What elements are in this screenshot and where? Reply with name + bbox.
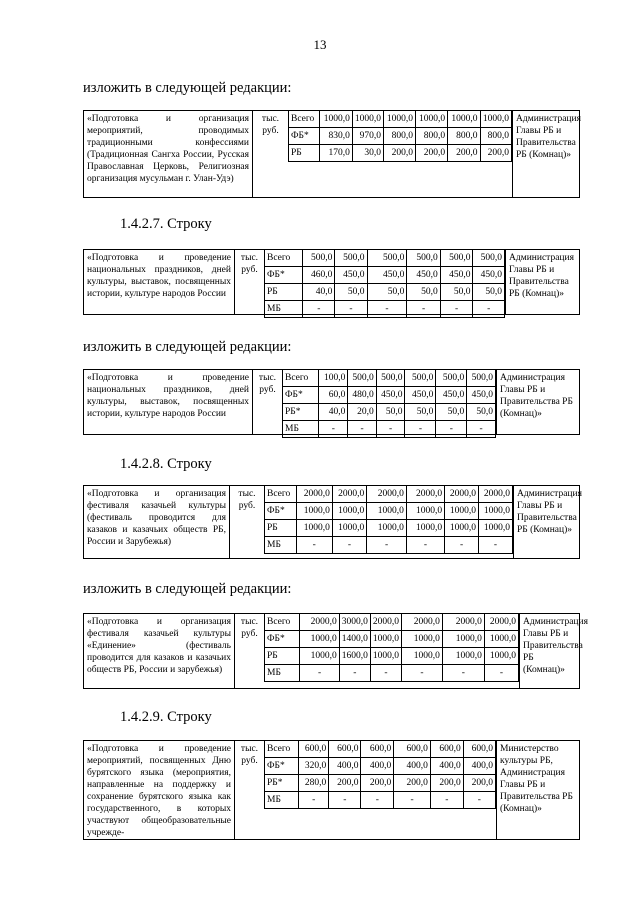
section-heading: 1.4.2.7. Строку	[120, 216, 212, 232]
funding-value: 1000,0	[448, 111, 480, 128]
funding-value: 480,0	[348, 387, 376, 404]
funding-value: 600,0	[361, 741, 394, 758]
measure-description: «Подготовка и организация фестиваля казачьей культуры «Единение» (фестиваль проводится для казаков и казачьих обществ РБ, России и зарубежья)	[87, 617, 231, 675]
funding-value: -	[407, 301, 440, 318]
funding-source: РБ*	[265, 775, 299, 792]
funding-value: -	[479, 537, 513, 554]
funding-source: РБ	[265, 648, 300, 665]
funding-value: -	[300, 665, 339, 682]
funding-value: 1400,0	[339, 631, 370, 648]
funding-value: 450,0	[467, 387, 496, 404]
funding-row	[265, 648, 519, 665]
funding-source: ФБ*	[265, 631, 300, 648]
funding-value: 1000,0	[445, 520, 479, 537]
funding-value: -	[376, 421, 405, 438]
funding-value: -	[367, 301, 407, 318]
funding-value: 320,0	[299, 758, 329, 775]
funding-value: 200,0	[361, 775, 394, 792]
funding-value: 400,0	[430, 758, 463, 775]
funding-value: 830,0	[319, 128, 352, 145]
funding-value: 800,0	[448, 128, 480, 145]
funding-value: 2000,0	[332, 486, 366, 503]
funding-value: 600,0	[299, 741, 329, 758]
funding-value: 30,0	[352, 145, 383, 162]
funding-value: -	[367, 537, 407, 554]
funding-value: 50,0	[440, 284, 473, 301]
measure-description: «Подготовка и проведение национальных праздников, дней культуры, выставок, посвященных истории, культуре народов России	[87, 253, 231, 299]
funding-value: 600,0	[430, 741, 463, 758]
funding-value: -	[442, 665, 484, 682]
funding-value: -	[484, 665, 518, 682]
funding-value: 50,0	[436, 404, 467, 421]
funding-value: -	[332, 537, 366, 554]
funding-row	[265, 486, 513, 503]
funding-source: РБ	[289, 145, 320, 162]
funding-row	[289, 128, 512, 145]
funding-value: 170,0	[319, 145, 352, 162]
funding-value: 400,0	[329, 758, 361, 775]
funding-value: 1000,0	[383, 111, 415, 128]
funding-value: 50,0	[405, 404, 436, 421]
funding-value: 800,0	[383, 128, 415, 145]
funding-value: 200,0	[394, 775, 431, 792]
funding-value: 1000,0	[479, 503, 513, 520]
funding-value: -	[467, 421, 496, 438]
funding-table	[264, 741, 496, 809]
funding-value: 1000,0	[442, 648, 484, 665]
funding-value: 3000,0	[339, 614, 370, 631]
funding-value: 1000,0	[370, 648, 401, 665]
funding-row	[265, 503, 513, 520]
funding-value: 280,0	[299, 775, 329, 792]
funding-value: 50,0	[335, 284, 367, 301]
funding-value: 450,0	[335, 267, 367, 284]
funding-value: 600,0	[329, 741, 361, 758]
funding-value: 1000,0	[367, 503, 407, 520]
page-number: 13	[313, 37, 327, 52]
funding-value: 400,0	[463, 758, 495, 775]
funding-row	[265, 284, 505, 301]
funding-value: 50,0	[467, 404, 496, 421]
measure-description: «Подготовка и организация фестиваля казачьей культуры (фестиваль проводится для казаков и казачьих обществ РБ, России и Зарубежья)	[87, 489, 226, 547]
funding-value: 450,0	[440, 267, 473, 284]
funding-value: -	[401, 665, 442, 682]
funding-value: 100,0	[319, 370, 348, 387]
funding-source: ФБ*	[265, 503, 297, 520]
funding-table	[288, 111, 512, 162]
funding-value: 600,0	[463, 741, 495, 758]
unit-cell: тыс. руб.	[229, 486, 264, 558]
funding-source: МБ	[265, 792, 299, 809]
funding-value: 50,0	[376, 404, 405, 421]
responsible-executor: Администрация Главы РБ и Правительства РБ (Комнац)»	[513, 486, 579, 558]
funding-source: МБ	[265, 665, 300, 682]
unit-cell: тыс. руб.	[234, 614, 264, 688]
section-heading: изложить в следующей редакции:	[83, 80, 292, 96]
funding-row	[289, 111, 512, 128]
funding-value: 970,0	[352, 128, 383, 145]
funding-value: 1000,0	[300, 648, 339, 665]
funding-value: -	[394, 792, 431, 809]
funding-value: 2000,0	[296, 486, 332, 503]
funding-row	[265, 758, 496, 775]
funding-source: Всего	[265, 741, 299, 758]
section-heading: 1.4.2.9. Строку	[120, 709, 212, 725]
funding-value: 2000,0	[479, 486, 513, 503]
funding-value: -	[473, 301, 505, 318]
funding-source: Всего	[289, 111, 320, 128]
funding-source: РБ	[265, 284, 303, 301]
funding-source: МБ	[265, 537, 297, 554]
funding-value: 1000,0	[319, 111, 352, 128]
funding-row	[289, 145, 512, 162]
funding-value: 1600,0	[339, 648, 370, 665]
funding-value: 50,0	[367, 284, 407, 301]
program-table-row	[83, 613, 588, 689]
funding-value: 400,0	[361, 758, 394, 775]
funding-value: 1000,0	[332, 503, 366, 520]
funding-value: 200,0	[430, 775, 463, 792]
unit-cell: тыс. руб.	[252, 370, 282, 434]
funding-value: 450,0	[473, 267, 505, 284]
funding-value: 40,0	[303, 284, 335, 301]
funding-value: 1000,0	[296, 503, 332, 520]
funding-value: 800,0	[415, 128, 447, 145]
funding-value: -	[296, 537, 332, 554]
funding-value: 500,0	[303, 250, 335, 267]
funding-value: -	[339, 665, 370, 682]
funding-row	[265, 741, 496, 758]
funding-source: Всего	[265, 250, 303, 267]
funding-value: 40,0	[319, 404, 348, 421]
funding-value: 1000,0	[484, 631, 518, 648]
unit-cell: тыс. руб.	[252, 111, 288, 197]
funding-value: 2000,0	[442, 614, 484, 631]
funding-value: -	[405, 421, 436, 438]
funding-source: РБ*	[283, 404, 319, 421]
funding-value: 1000,0	[442, 631, 484, 648]
funding-value: 200,0	[383, 145, 415, 162]
funding-row	[265, 301, 505, 318]
funding-value: 1000,0	[352, 111, 383, 128]
program-table-row	[83, 110, 580, 198]
funding-source: Всего	[265, 486, 297, 503]
responsible-executor: Администрация Главы РБ и Правительства РБ (Комнац)»	[496, 370, 579, 434]
funding-value: 1000,0	[300, 631, 339, 648]
funding-table	[264, 250, 505, 318]
funding-value: 500,0	[473, 250, 505, 267]
funding-value: 460,0	[303, 267, 335, 284]
responsible-executor: Администрация Главы РБ и Правительства РБ (Комнац)»	[512, 111, 579, 197]
funding-source: Всего	[283, 370, 319, 387]
funding-source: ФБ*	[265, 267, 303, 284]
funding-value: -	[303, 301, 335, 318]
funding-value: 1000,0	[296, 520, 332, 537]
measure-description: «Подготовка и проведение национальных праздников, дней культуры, выставок, посвященных истории, культуре народов России	[87, 373, 249, 419]
funding-value: 500,0	[467, 370, 496, 387]
responsible-executor: Администрация Главы РБ и Правительства РБ (Комнац)»	[505, 250, 579, 314]
funding-table	[264, 614, 519, 682]
funding-source: МБ	[265, 301, 303, 318]
funding-value: 500,0	[440, 250, 473, 267]
funding-row	[265, 520, 513, 537]
funding-value: 500,0	[407, 250, 440, 267]
program-table-row	[83, 369, 580, 435]
funding-row	[265, 631, 519, 648]
funding-value: 1000,0	[332, 520, 366, 537]
section-heading: изложить в следующей редакции:	[83, 339, 292, 355]
funding-value: 2000,0	[406, 486, 444, 503]
responsible-executor: Министерство культуры РБ, Администрация Главы РБ и Правительства РБ (Комнац)»	[496, 741, 579, 839]
unit-cell: тыс. руб.	[234, 250, 264, 314]
funding-value: 200,0	[329, 775, 361, 792]
funding-value: 200,0	[463, 775, 495, 792]
funding-value: 450,0	[436, 387, 467, 404]
funding-value: -	[436, 421, 467, 438]
funding-source: ФБ*	[289, 128, 320, 145]
funding-value: 1000,0	[367, 520, 407, 537]
funding-value: 1000,0	[406, 520, 444, 537]
funding-source: ФБ*	[265, 758, 299, 775]
funding-value: 500,0	[348, 370, 376, 387]
funding-value: 500,0	[436, 370, 467, 387]
funding-value: 400,0	[394, 758, 431, 775]
funding-value: -	[370, 665, 401, 682]
funding-value: 1000,0	[480, 111, 512, 128]
funding-value: 450,0	[367, 267, 407, 284]
funding-row	[265, 614, 519, 631]
funding-value: 2000,0	[300, 614, 339, 631]
funding-value: 450,0	[376, 387, 405, 404]
funding-value: 1000,0	[370, 631, 401, 648]
funding-value: -	[445, 537, 479, 554]
funding-value: 200,0	[415, 145, 447, 162]
funding-source: Всего	[265, 614, 300, 631]
unit-cell: тыс. руб.	[234, 741, 264, 839]
funding-value: 1000,0	[401, 631, 442, 648]
funding-value: 500,0	[367, 250, 407, 267]
funding-row	[265, 267, 505, 284]
funding-value: 1000,0	[484, 648, 518, 665]
funding-value: -	[406, 537, 444, 554]
measure-description: «Подготовка и проведение мероприятий, посвященных Дню бурятского языка (мероприятия, направленные на поддержку и сохранение бурятского языка как государственного, в которых участвуют общеобразовательные учрежде-	[87, 744, 231, 838]
funding-row	[283, 370, 496, 387]
funding-value: -	[463, 792, 495, 809]
funding-row	[265, 665, 519, 682]
funding-value: 50,0	[407, 284, 440, 301]
funding-row	[283, 421, 496, 438]
funding-value: 1000,0	[401, 648, 442, 665]
funding-row	[283, 404, 496, 421]
funding-table	[264, 486, 513, 554]
funding-value: 1000,0	[479, 520, 513, 537]
funding-source: РБ	[265, 520, 297, 537]
funding-value: -	[335, 301, 367, 318]
funding-value: 450,0	[405, 387, 436, 404]
funding-value: 450,0	[407, 267, 440, 284]
funding-value: 2000,0	[445, 486, 479, 503]
funding-value: 60,0	[319, 387, 348, 404]
funding-value: 600,0	[394, 741, 431, 758]
funding-value: 500,0	[335, 250, 367, 267]
measure-description: «Подготовка и организация мероприятий, проводимых традиционными конфессиями (Традиционная Сангха России, Русская Православная Церковь, Религиозная организация мусульман г. Улан-Удэ)	[87, 114, 249, 184]
section-heading: 1.4.2.8. Строку	[120, 456, 212, 472]
funding-value: 2000,0	[401, 614, 442, 631]
funding-value: 2000,0	[367, 486, 407, 503]
funding-value: 200,0	[480, 145, 512, 162]
funding-value: 1000,0	[415, 111, 447, 128]
funding-source: МБ	[283, 421, 319, 438]
funding-value: 1000,0	[445, 503, 479, 520]
funding-value: -	[319, 421, 348, 438]
responsible-executor: Администрация Главы РБ и Правительства РБ (Комнац)»	[519, 614, 579, 688]
funding-value: -	[329, 792, 361, 809]
funding-value: 200,0	[448, 145, 480, 162]
funding-value: 500,0	[376, 370, 405, 387]
funding-value: -	[440, 301, 473, 318]
funding-row	[283, 387, 496, 404]
funding-value: 2000,0	[370, 614, 401, 631]
funding-value: 1000,0	[406, 503, 444, 520]
funding-source: ФБ*	[283, 387, 319, 404]
funding-value: -	[348, 421, 376, 438]
funding-value: -	[361, 792, 394, 809]
funding-value: 800,0	[480, 128, 512, 145]
funding-value: 500,0	[405, 370, 436, 387]
funding-row	[265, 537, 513, 554]
funding-value: -	[430, 792, 463, 809]
funding-value: 2000,0	[484, 614, 518, 631]
program-table-row	[83, 485, 580, 559]
funding-value: 20,0	[348, 404, 376, 421]
funding-row	[265, 792, 496, 809]
funding-row	[265, 250, 505, 267]
funding-row	[265, 775, 496, 792]
funding-value: -	[299, 792, 329, 809]
funding-table	[282, 370, 496, 438]
funding-value: 50,0	[473, 284, 505, 301]
program-table-row	[83, 740, 580, 840]
section-heading: изложить в следующей редакции:	[83, 581, 292, 597]
program-table-row	[83, 249, 580, 315]
